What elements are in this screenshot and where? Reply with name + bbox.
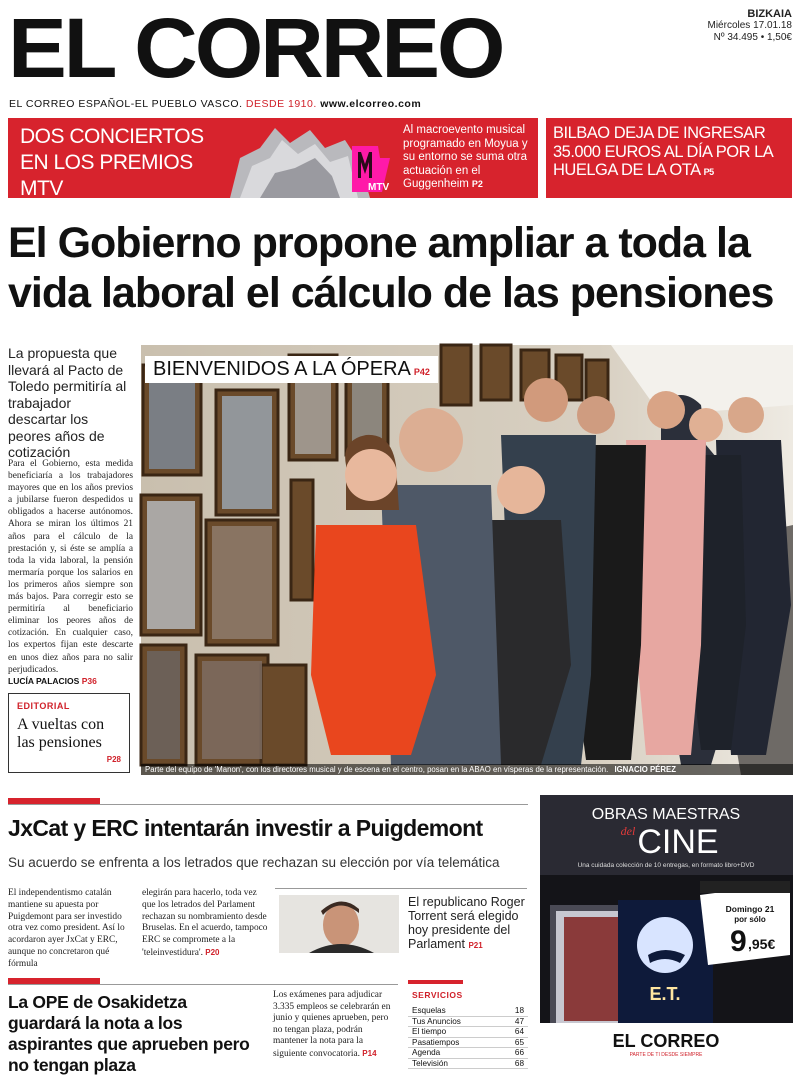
- tagline-main: EL CORREO ESPAÑOL-EL PUEBLO VASCO.: [9, 98, 243, 110]
- ad-price-dec: ,95€: [748, 936, 776, 952]
- tagline-since: DESDE 1910.: [245, 98, 317, 110]
- puigdemont-subhead: Su acuerdo se enfrenta a los letrados que rechazan su elección por vía telemática: [8, 855, 500, 870]
- servicios-item-name: Tus Anuncios: [412, 1016, 461, 1026]
- servicios-row[interactable]: [408, 1048, 528, 1059]
- puigdemont-headline[interactable]: JxCat y ERC intentarán investir a Puigdemont: [8, 815, 483, 841]
- servicios-item-page: 66: [514, 1048, 524, 1057]
- edition-issue: Nº 34.495 • 1,50€: [713, 32, 792, 43]
- mtv-banner-body: Al macroevento musical programado en Moyua y su entorno se suma otra actuación en el Guggenheim: [403, 124, 528, 190]
- dvd-stack-icon: [550, 900, 713, 1035]
- bilbao-banner-text: [553, 124, 788, 182]
- cine-ad[interactable]: [540, 795, 793, 1060]
- tagline-url[interactable]: www.elcorreo.com: [320, 98, 422, 110]
- ope-headline[interactable]: La OPE de Osakidetza guardará la nota a los aspirantes que aprueben pero no tengan plaza: [8, 992, 250, 1075]
- servicios-item-name: Pasatiempos: [412, 1037, 460, 1047]
- masthead-tagline: [9, 98, 421, 110]
- lead-lede: La propuesta que llevará al Pacto de Toledo permitiría al trabajador descartar los peores años de cotización: [8, 345, 127, 460]
- ad-brand-sub: PARTE DE TI DESDE SIEMPRE: [629, 1052, 703, 1058]
- photo-credit: IGNACIO PÉREZ: [614, 765, 676, 774]
- servicios-item-name: Agenda: [412, 1048, 441, 1057]
- torrent-headline: El republicano Roger Torrent será elegido hoy presidente del Parlament: [408, 895, 525, 951]
- torrent-text: [408, 895, 528, 953]
- ad-subtitle: Una cuidada colección de 10 entregas, en formato libro+DVD: [577, 862, 755, 869]
- torrent-box[interactable]: [275, 888, 527, 958]
- editorial-page: P28: [106, 755, 121, 764]
- photo-title: BIENVENIDOS A LA ÓPERA: [153, 358, 411, 380]
- lead-headline[interactable]: El Gobierno propone ampliar a toda la vida laboral el cálculo de las pensiones: [8, 219, 774, 317]
- servicios-item-page: 64: [514, 1027, 524, 1036]
- mtv-banner-text: [403, 124, 538, 192]
- byline-page: P36: [81, 676, 97, 686]
- photo-page: P42: [413, 367, 430, 377]
- puigdemont-col1: El independentismo catalán mantiene su apuesta por Puigdemont para ser investido otra vez como president. Así lo acordaron ayer JxCat y ERC, aunque no concretaron qué fórmula: [8, 888, 125, 969]
- editorial-label: EDITORIAL: [17, 701, 70, 711]
- puigdemont-col2-text: elegirán para hacerlo, toda vez que los letrados del Parlament rechazan su nombramiento desde Bruselas. En el acuerdo, tampoco ERC se compromete a la 'teleinvestidura'.: [142, 888, 268, 958]
- ad-price-whole: 9: [730, 925, 747, 958]
- photo-caption: [141, 764, 793, 775]
- ad-sticker-line2: por sólo: [734, 915, 766, 924]
- puigdemont-col2: [142, 888, 270, 960]
- servicios-item-page: 47: [514, 1016, 524, 1026]
- servicios-label: SERVICIOS: [412, 990, 463, 1000]
- servicios-box: [408, 980, 528, 1069]
- servicios-item-page: 18: [514, 1006, 524, 1015]
- servicios-item-name: El tiempo: [412, 1027, 447, 1036]
- ad-line2-big: CINE: [637, 823, 719, 861]
- servicios-item-page: 65: [514, 1037, 524, 1047]
- ad-dvd-title: E.T.: [649, 984, 681, 1004]
- divider-ope: [8, 984, 398, 985]
- lead-byline: [8, 676, 97, 686]
- opera-photo[interactable]: [141, 345, 793, 775]
- bilbao-banner-title: BILBAO DEJA DE INGRESAR 35.000 EUROS AL DÍA POR LA HUELGA DE LA OTA: [553, 124, 773, 179]
- servicios-item-name: Televisión: [412, 1058, 448, 1068]
- photo-caption-text: Parte del equipo de 'Manon', con los directores musical y de escena en el centro, posan en la ABAO en vísperas de la representación.: [145, 765, 609, 774]
- puigdemont-col2-page: P20: [205, 947, 220, 957]
- ope-body: Los exámenes para adjudicar 3.335 empleos se celebrarán en junio y quienes aprueben, pero no tengan plaza, podrán mantener la nota para la siguiente convocatoria.: [273, 990, 391, 1059]
- byline-author: LUCÍA PALACIOS: [8, 676, 80, 686]
- mtv-banner-page: P2: [471, 179, 483, 189]
- bilbao-banner-page: P5: [703, 167, 714, 177]
- ope-text: [273, 990, 398, 1061]
- edition-region: BIZKAIA: [747, 8, 792, 20]
- ad-brand: EL CORREO: [612, 1031, 720, 1051]
- mtv-banner-title: DOS CONCIERTOS EN LOS PREMIOS MTV: [20, 125, 204, 200]
- servicios-rule: [408, 980, 463, 984]
- ad-line1: OBRAS MAESTRAS: [591, 806, 741, 823]
- servicios-row[interactable]: [408, 1006, 528, 1017]
- mtv-banner[interactable]: [8, 118, 538, 198]
- torrent-portrait: [279, 895, 399, 953]
- editorial-box[interactable]: [8, 693, 130, 773]
- servicios-row[interactable]: [408, 1027, 528, 1038]
- servicios-item-page: 68: [514, 1058, 524, 1068]
- torrent-page: P21: [468, 941, 483, 950]
- edition-date: Miércoles 17.01.18: [707, 20, 792, 31]
- guggenheim-mtv-illustration: [220, 118, 400, 198]
- servicios-row[interactable]: [408, 1038, 528, 1049]
- bilbao-banner[interactable]: [546, 118, 792, 198]
- servicios-row[interactable]: [408, 1059, 528, 1070]
- servicios-row[interactable]: [408, 1017, 528, 1028]
- photo-title-box[interactable]: [145, 356, 438, 383]
- lead-body: Para el Gobierno, esta medida beneficiaría a los trabajadores mayores que en los años previos a jubilarse fueron despedidos u obligados a hacerse autónomos. Ahora se miran los últimos 21 años para el cálculo de la prestación y, si éste se amplía a toda la vida laboral, la pensión mermaría porque los salarios en los primeros años siempre son más bajos. Para corregir esto se permitiría al beneficiario eliminar los peores años de cotización. En cualquier caso, los expertos fijan este descarte en unos diez años para no salir perjudicados.: [8, 459, 133, 675]
- divider: [8, 804, 528, 805]
- mtv-logo-text: MTV: [368, 182, 390, 193]
- edition-info: [708, 8, 793, 44]
- servicios-item-name: Esquelas: [412, 1006, 446, 1015]
- masthead-logo: EL CORREO: [8, 1, 503, 95]
- ad-sticker-line1: Domingo 21: [725, 904, 775, 914]
- ad-line2-small: del: [620, 824, 636, 838]
- ope-page: P14: [362, 1048, 377, 1058]
- editorial-title: A vueltas con las pensiones: [17, 716, 105, 751]
